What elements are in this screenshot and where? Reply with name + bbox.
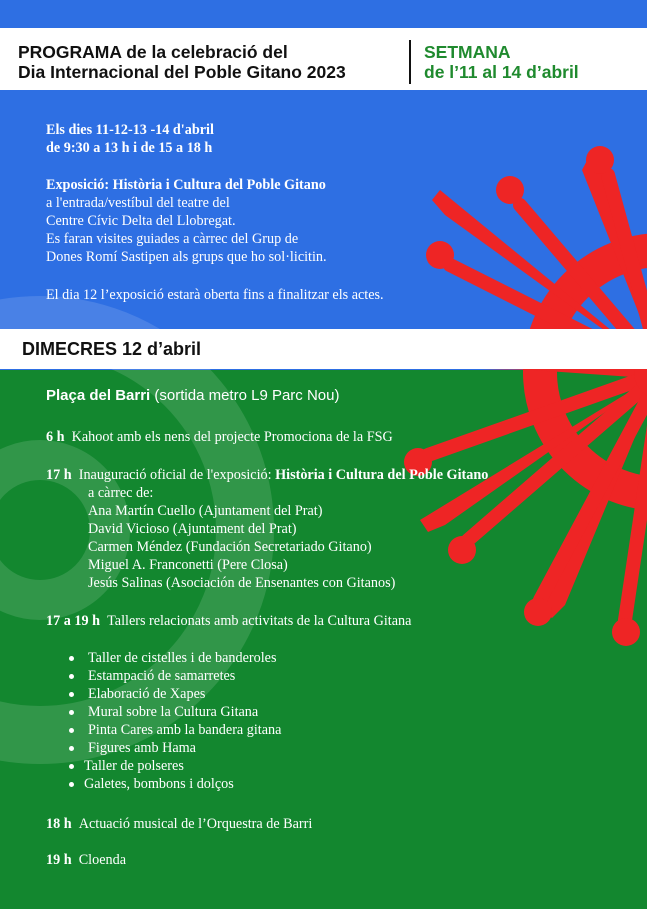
workshop-item: Estampació de samarretes xyxy=(88,668,236,684)
event-text: Kahoot amb els nens del projecte Promociona de la FSG xyxy=(71,429,393,445)
speaker: Ana Martín Cuello (Ajuntament del Prat) xyxy=(88,503,323,519)
event-row xyxy=(46,428,393,446)
event-row xyxy=(46,612,411,630)
bullet-icon xyxy=(69,710,74,715)
venue xyxy=(46,387,339,405)
event-highlight: Història i Cultura del Poble Gitano xyxy=(275,467,489,483)
exhibit-line: a l'entrada/vestíbul del teatre del xyxy=(46,195,230,211)
workshop-item: Elaboració de Xapes xyxy=(88,686,206,702)
exhibit-line: Dones Romí Sastipen als grups que ho sol·licitin. xyxy=(46,249,327,265)
event-row xyxy=(46,466,488,484)
day-band xyxy=(0,329,647,369)
event-time: 18 h xyxy=(46,816,72,832)
day-title: DIMECRES 12 d’abril xyxy=(22,339,202,359)
event-text: Inauguració oficial de l'exposició: xyxy=(78,467,276,483)
opening-by: a càrrec de: xyxy=(88,485,154,501)
event-text: Cloenda xyxy=(78,852,126,868)
header-divider xyxy=(409,40,411,84)
event-text: Actuació musical de l’Orquestra de Barri xyxy=(78,816,313,832)
event-text: Tallers relacionats amb activitats de la Cultura Gitana xyxy=(107,613,412,629)
header-week xyxy=(424,42,579,82)
bullet-icon xyxy=(69,746,74,751)
speaker: Carmen Méndez (Fundación Secretariado Gitano) xyxy=(88,539,372,555)
exhibit-line: Centre Cívic Delta del Llobregat. xyxy=(46,213,236,229)
bullet-icon xyxy=(69,782,74,787)
workshop-item: Taller de cistelles i de banderoles xyxy=(88,650,277,666)
header-band xyxy=(0,28,647,90)
workshop-item: Galetes, bombons i dolços xyxy=(84,776,234,792)
workshop-item: Figures amb Hama xyxy=(88,740,196,756)
header-title-line2: Dia Internacional del Poble Gitano 2023 xyxy=(18,62,346,82)
workshop-item: Pinta Cares amb la bandera gitana xyxy=(88,722,282,738)
workshop-item: Mural sobre la Cultura Gitana xyxy=(88,704,259,720)
chakra-wheel xyxy=(396,146,647,646)
event-time: 19 h xyxy=(46,852,72,868)
intro-note: El dia 12 l’exposició estarà oberta fins a finalitzar els actes. xyxy=(46,287,384,303)
bullet-icon xyxy=(69,764,74,769)
venue-name: Plaça del Barri xyxy=(46,387,151,404)
week-dates: de l’11 al 14 d’abril xyxy=(424,62,579,82)
header-title xyxy=(18,42,346,82)
bullet-icon xyxy=(69,692,74,697)
header-title-line1: PROGRAMA de la celebració del xyxy=(18,42,288,62)
venue-detail: (sortida metro L9 Parc Nou) xyxy=(150,387,340,404)
bullet-icon xyxy=(69,656,74,661)
event-time: 17 h xyxy=(46,467,72,483)
workshop-item: Taller de polseres xyxy=(84,758,184,774)
speaker: David Vicioso (Ajuntament del Prat) xyxy=(88,521,297,537)
bullet-icon xyxy=(69,674,74,679)
event-row xyxy=(46,851,126,869)
event-row xyxy=(46,815,312,833)
week-label: SETMANA xyxy=(424,42,511,62)
bullet-icon xyxy=(69,728,74,733)
intro-dates: Els dies 11-12-13 -14 d'abril xyxy=(46,122,214,138)
intro-hours: de 9:30 a 13 h i de 15 a 18 h xyxy=(46,140,213,156)
event-time: 6 h xyxy=(46,429,65,445)
exhibit-title: Exposició: Història i Cultura del Poble Gitano xyxy=(46,177,326,193)
speaker: Miguel A. Franconetti (Pere Closa) xyxy=(88,557,288,573)
event-time: 17 a 19 h xyxy=(46,613,100,629)
exhibit-line: Es faran visites guiades a càrrec del Grup de xyxy=(46,231,299,247)
speaker: Jesús Salinas (Asociación de Ensenantes con Gitanos) xyxy=(88,575,396,591)
